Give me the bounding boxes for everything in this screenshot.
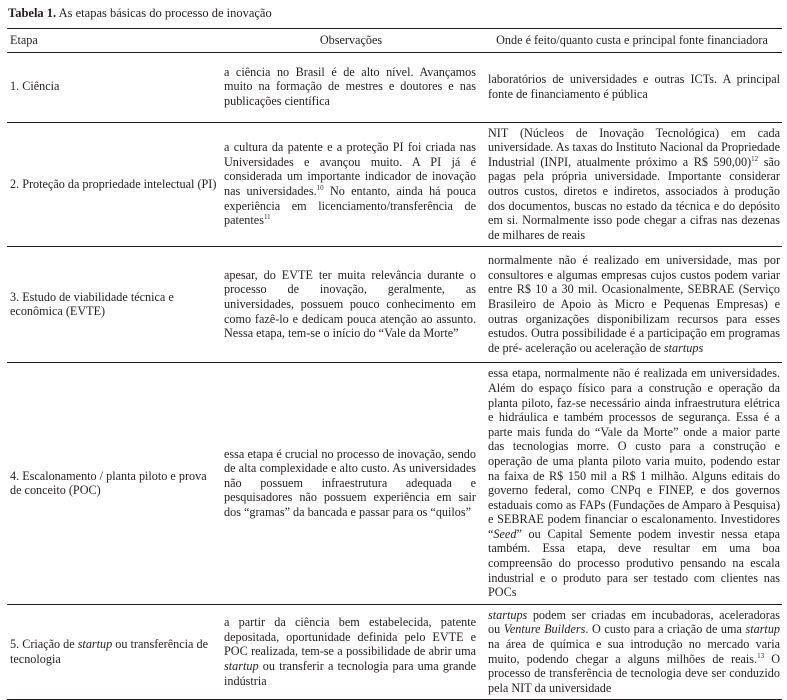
onde-text-d: O processo de transferência de tecnologia deve ser conduzido pela NIT da universidade — [488, 651, 780, 695]
cell-onde — [482, 604, 782, 700]
etapa-text-a: 5. Criação de — [10, 637, 78, 652]
header-etapa: Etapa — [7, 29, 220, 53]
footnote-ref: 10 — [316, 183, 324, 192]
onde-text-b: são pagas pela própria universidade. Importante considerar outros custos, diretos e indiretos, associados à produção dos documentos, buscas no estado da técnica e do depósito em si. Normalmente isso pode chegar a cifras nas dezenas de milhares de reais — [488, 154, 780, 242]
table-row — [7, 52, 782, 122]
table-row — [7, 363, 782, 605]
onde-text-a: podem ser criadas em incubadoras, aceleradoras ou — [488, 607, 780, 637]
cell-onde: laboratórios de universidades e outras ICTs. A principal fonte de financiamento é pública — [482, 52, 782, 122]
cell-observacoes: apesar, do EVTE ter muita relevância durante o processo de inovação, geralmente, as universidades, possuem pouco conhecimento em como fazê-lo e dedicam pouca atenção ao assunto. Nessa etapa, tem-se o início do “Vale da Morte” — [220, 247, 482, 363]
table-row — [7, 122, 782, 247]
footnote-ref: 12 — [751, 154, 759, 163]
footnote-ref: 11 — [263, 213, 271, 222]
etapa-italic: startup — [77, 637, 113, 652]
obs-text-b: No entanto, ainda há pouca experiência em licenciamento/transferência de patentes — [224, 183, 476, 228]
cell-onde — [482, 122, 782, 247]
onde-text-a: normalmente não é realizado em universidade, mas por consultores e algumas empresas cujos custos podem variar entre R$ 10 a 30 mil. Ocasionalmente, SEBRAE (Serviço Brasileiro de Apoio às Micro e Pequenas Empresas) e outras organizações disponibilizam recursos para esses estudos. Outra possibilidade é a participação em programas de pré- aceleração ou aceleração de — [488, 253, 780, 355]
table-row — [7, 247, 782, 363]
table-caption — [8, 5, 272, 21]
cell-etapa: 4. Escalonamento / planta piloto e prova de conceito (POC) — [7, 363, 220, 605]
cell-onde — [482, 363, 782, 605]
etapa-text-b: ou transferência de tecnologia — [10, 637, 208, 666]
cell-observacoes: essa etapa é crucial no processo de inovação, sendo de alta complexidade e alto custo. As universidades não possuem infraestrutura adequada e pesquisadores não possuem experiência em sair dos “gramas” da bancada e passar para os “quilos” — [220, 363, 482, 605]
caption-text: As etapas básicas do processo de inovação — [58, 6, 272, 20]
onde-text-b: ” ou Capital Semente podem investir nessa etapa também. Essa etapa, deve resultar em uma boa compreensão do processo produtivo pensando na escala industrial e o produto para ser testado com clientes nas POCs — [488, 526, 780, 600]
onde-text-b: . O custo para a criação de uma — [585, 622, 746, 637]
cell-etapa: 3. Estudo de viabilidade técnica e econômica (EVTE) — [7, 247, 220, 363]
cell-etapa — [7, 604, 220, 700]
onde-italic: Venture Builders — [503, 622, 586, 637]
onde-text-a: NIT (Núcleos de Inovação Tecnológica) em cada universidade. As taxas do Instituto Nacional da Propriedade Industrial (INPI, atualmente próximo a R$ 590,00) — [488, 125, 780, 169]
header-onde: Onde é feito/quanto custa e principal fonte financiadora — [482, 29, 782, 53]
onde-italic: startup — [745, 622, 781, 637]
table-row — [7, 604, 782, 700]
obs-text-b: ou transferir a tecnologia para uma grande indústria — [224, 658, 476, 688]
cell-onde — [482, 247, 782, 363]
innovation-stages-table — [7, 28, 782, 700]
cell-etapa: 1. Ciência — [7, 52, 220, 122]
cell-observacoes — [220, 604, 482, 700]
onde-text-c: na área de química e sua introdução no mercado varia muito, podendo chegar a alguns milhões de reais. — [488, 637, 780, 666]
onde-italic: Seed — [493, 526, 517, 541]
caption-label: Tabela 1. — [8, 6, 57, 20]
onde-italic: startups — [488, 607, 528, 622]
onde-italic: startups — [663, 340, 704, 355]
obs-text-a: a cultura da patente e a proteção PI foi criada nas Universidades e avançou muito. A PI já é considerada um importante indicador de inovação nas universidades. — [224, 140, 476, 198]
footnote-ref: 13 — [757, 651, 765, 660]
cell-etapa: 2. Proteção da propriedade intelectual (PI) — [7, 122, 220, 247]
obs-text-a: a partir da ciência bem estabelecida, patente depositada, oportunidade definida pelo EVTE e POC realizada, tem-se a possibilidade de abrir uma — [224, 615, 476, 659]
table-header-row — [7, 29, 782, 53]
header-observacoes: Observações — [220, 29, 482, 53]
cell-observacoes: a ciência no Brasil é de alto nível. Avançamos muito na formação de mestres e doutores e nas publicações científica — [220, 52, 482, 122]
obs-italic: startup — [224, 658, 259, 673]
cell-observacoes — [220, 122, 482, 247]
onde-text-a: essa etapa, normalmente não é realizada em universidades. Além do espaço físico para a construção e operação da planta piloto, faz-se necessário ainda infraestrutura elétrica e hidráulica e também processos de segurança. Essa é a parte mais funda do “Vale da Morte” onde a maior parte das tecnologias morre. O custo para a construção e operação de uma planta piloto varia muito, podendo estar na faixa de R$ 150 mil a R$ 1 milhão. Alguns editais do governo federal, como CNPq e FINEP, e dos governos estaduais como as FAPs (Fundações de Amparo à Pesquisa) e SEBRAE podem financiar o escalonamento. Investidores “ — [488, 366, 780, 541]
